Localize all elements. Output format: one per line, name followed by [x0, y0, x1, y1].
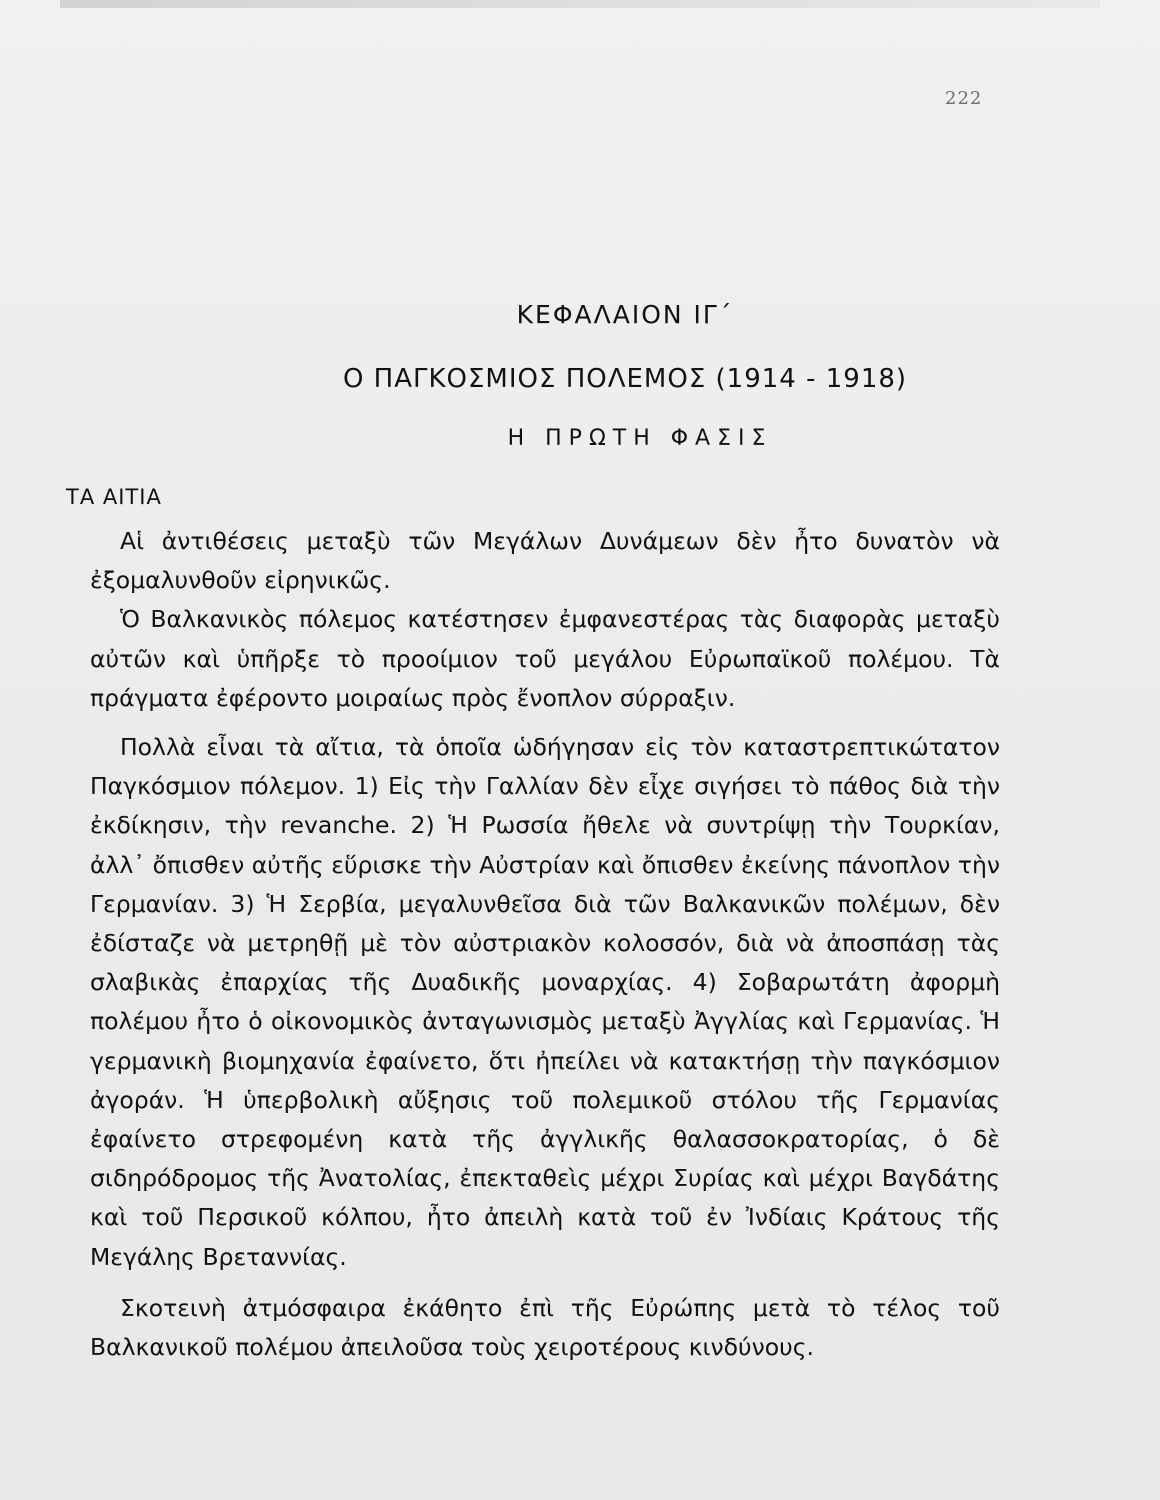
- paragraph: Σκοτεινὴ ἀτμόσφαιρα ἐκάθητο ἐπὶ τῆς Εὐρώπης μετὰ τὸ τέλος τοῦ Βαλκανικοῦ πολέμου ἀπειλοῦσα τοὺς χειροτέρους κινδύνους.: [90, 1293, 1000, 1362]
- chapter-label: ΚΕΦΑΛΑΙΟΝ ΙΓ΄: [516, 300, 734, 329]
- section-heading: ΤΑ ΑΙΤΙΑ: [66, 485, 162, 509]
- paragraph: Αἱ ἀντιθέσεις μεταξὺ τῶν Μεγάλων Δυνάμεων δὲν ἦτο δυνατὸν νὰ ἐξομαλυνθοῦν εἰρηνικῶς.: [90, 527, 1000, 595]
- chapter-title: Ο ΠΑΓΚΟΣΜΙΟΣ ΠΟΛΕΜΟΣ (1914 - 1918): [342, 364, 908, 394]
- paragraph: Πολλὰ εἶναι τὰ αἴτια, τὰ ὁποῖα ὡδήγησαν εἰς τὸν καταστρεπτικώτατον Παγκόσμιον πόλεμον. 1) Εἰς τὴν Γαλλίαν δὲν εἶχε σιγήσει τὸ πάθος διὰ τὴν ἐκδίκησιν, τὴν revanche. 2) Ἡ Ρωσσία ἤθελε νὰ συντρίψῃ τὴν Τουρκίαν, ἀλλ᾽ ὄπισθεν αὐτῆς εὕρισκε τὴν Αὐστρίαν καὶ ὄπισθεν ἐκείνης πάνοπλον τὴν Γερμανίαν. 3) Ἡ Σερβία, μεγαλυνθεῖσα διὰ τῶν Βαλκανικῶν πολέμων, δὲν ἐδίσταζε νὰ μετρηθῇ μὲ τὸν αὐστριακὸν κολοσσόν, διὰ νὰ ἀποσπάσῃ τὰς σλαβικὰς ἐπαρχίας τῆς Δυαδικῆς μοναρχίας. 4) Σοβαρωτάτη ἀφορμὴ πολέμου ἦτο ὁ οἰκονομικὸς ἀνταγωνισμὸς μεταξὺ Ἀγγλίας καὶ Γερμανίας. Ἡ γερμανικὴ βιομηχανία ἐφαίνετο, ὅτι ἠπείλει νὰ κατακτήσῃ τὴν παγκόσμιον ἀγοράν. Ἡ ὑπερβολικὴ αὔξησις τοῦ πολεμικοῦ στόλου τῆς Γερμανίας ἐφαίνετο στρεφομένη κατὰ τῆς ἀγγλικῆς θαλασσοκρατορίας, ὁ δὲ σιδηρόδρομος τῆς Ἀνατολίας, ἐπεκταθεὶς μέχρι Συρίας καὶ μέχρι Βαγδάτης καὶ τοῦ Περσικοῦ κόλπου, ἦτο ἀπειλὴ κατὰ τοῦ ἐν Ἰνδίαις Κράτους τῆς Μεγάλης Βρεταννίας.: [90, 733, 1000, 1271]
- phase-title: Η ΠΡΩΤΗ ΦΑΣΙΣ: [507, 426, 773, 451]
- paragraph: Ὁ Βαλκανικὸς πόλεμος κατέστησεν ἐμφανεστέρας τὰς διαφορὰς μεταξὺ αὐτῶν καὶ ὑπῆρξε τὸ προοίμιον τοῦ μεγάλου Εὐρωπαϊκοῦ πολέμου. Τὰ πράγματα ἐφέροντο μοιραίως πρὸς ἔνοπλον σύρραξιν.: [90, 605, 1000, 712]
- scan-edge-shadow: [60, 0, 1100, 8]
- body-text: [90, 522, 1000, 1367]
- page-number: 222: [945, 88, 983, 109]
